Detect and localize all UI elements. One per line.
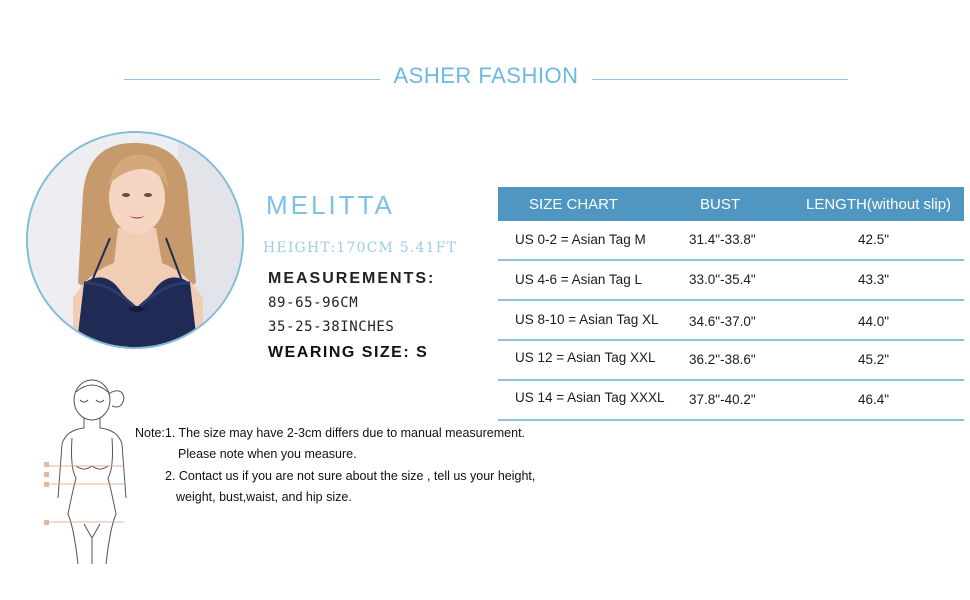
- body-measurement-figure-icon: [34, 378, 144, 568]
- model-height: HEIGHT:170CM 5.41FT: [263, 240, 458, 256]
- measurements-inches: 35-25-38INCHES: [268, 319, 395, 335]
- note-line-3: 2. Contact us if you are not sure about the size , tell us your height,: [165, 469, 536, 483]
- model-portrait-image: [28, 133, 244, 349]
- header-divider-left: [124, 79, 380, 80]
- header-divider-right: [592, 79, 848, 80]
- table-row: [498, 261, 964, 301]
- cell-length: 43.3": [858, 272, 890, 287]
- brand-title: ASHER FASHION: [393, 63, 579, 88]
- cell-size: US 8-10 = Asian Tag XL: [515, 312, 659, 327]
- cell-length: 42.5": [858, 232, 890, 247]
- cell-bust: 37.8"-40.2": [689, 392, 756, 407]
- table-row: [498, 341, 964, 381]
- model-name: MELITTA: [266, 190, 395, 220]
- table-row: [498, 301, 964, 341]
- cell-size: US 12 = Asian Tag XXL: [515, 350, 656, 365]
- cell-length: 44.0": [858, 314, 890, 329]
- size-chart-header: [498, 187, 964, 221]
- size-chart-table: [498, 187, 964, 421]
- note-line-1: Note:1. The size may have 2-3cm differs due to manual measurement.: [135, 426, 526, 440]
- note-line-2: Please note when you measure.: [178, 447, 357, 461]
- table-row: [498, 221, 964, 261]
- measurements-cm: 89-65-96CM: [268, 295, 359, 311]
- cell-length: 46.4": [858, 392, 890, 407]
- cell-bust: 31.4"-33.8": [689, 232, 756, 247]
- header-bust: BUST: [700, 196, 741, 213]
- header-length: LENGTH(without slip): [806, 196, 952, 213]
- wearing-size: WEARING SIZE: S: [268, 344, 429, 361]
- cell-bust: 36.2"-38.6": [689, 352, 756, 367]
- cell-bust: 34.6"-37.0": [689, 314, 756, 329]
- model-photo: [26, 131, 244, 349]
- cell-size: US 4-6 = Asian Tag L: [515, 272, 642, 287]
- cell-size: US 14 = Asian Tag XXXL: [515, 390, 665, 405]
- cell-length: 45.2": [858, 352, 890, 367]
- note-line-4: weight, bust,waist, and hip size.: [176, 490, 352, 504]
- header-size-chart: SIZE CHART: [529, 196, 618, 213]
- cell-bust: 33.0"-35.4": [689, 272, 756, 287]
- measurements-label: MEASUREMENTS:: [268, 270, 436, 287]
- cell-size: US 0-2 = Asian Tag M: [515, 232, 646, 247]
- table-row: [498, 381, 964, 421]
